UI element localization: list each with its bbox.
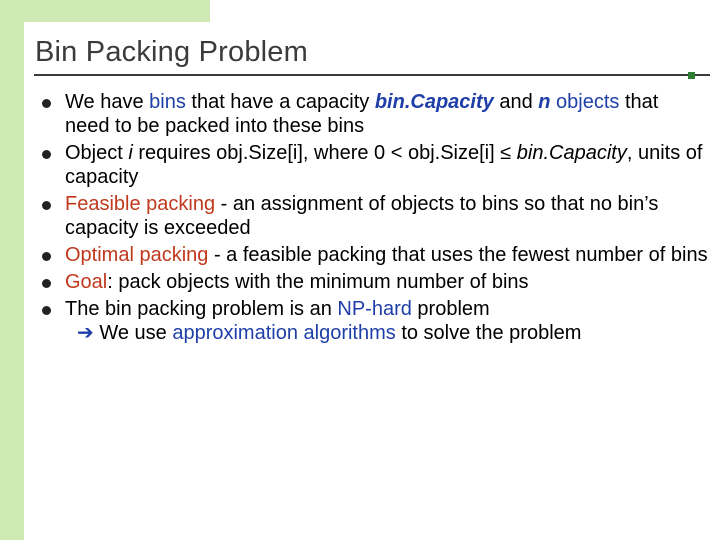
bullet-item-optimal [38, 243, 708, 267]
highlight-bins: bins [149, 91, 186, 113]
text-segment: We have [65, 91, 150, 113]
decorative-left-band [0, 0, 24, 540]
variable-i: i [128, 142, 133, 164]
bullet-dot-icon [42, 252, 51, 261]
bullet-text [65, 193, 658, 239]
bullet-dot-icon [42, 306, 51, 315]
text-segment: - an assignment of objects to bins so that no bin’s capacity is exceeded [65, 193, 659, 239]
term-approximation-algorithms: approximation algorithms [172, 322, 396, 344]
text-segment: to solve the problem [395, 322, 582, 344]
bullet-text [65, 91, 658, 137]
term-np-hard: NP-hard [337, 298, 412, 320]
highlight-objects: objects [556, 91, 620, 113]
title-underline [34, 74, 710, 76]
bullet-item-object-size [38, 141, 708, 189]
text-segment: requires obj.Size[i], where 0 < obj.Size[i] [132, 142, 501, 164]
bullet-text [65, 271, 529, 293]
text-segment: : pack objects with the minimum number of bins [107, 271, 529, 293]
term-optimal-packing: Optimal packing [65, 244, 209, 266]
term-goal: Goal [65, 271, 108, 293]
bullet-text [65, 298, 490, 320]
less-equal-symbol: ≤ [500, 142, 512, 164]
text-segment: - a feasible packing that uses the fewest number of bins [208, 244, 708, 266]
slide-title: Bin Packing Problem [35, 36, 308, 68]
text-segment: The bin packing problem is an [65, 298, 338, 320]
bin-capacity-italic: bin.Capacity [516, 142, 627, 164]
text-segment: that need to be packed into these bins [65, 91, 659, 137]
text-segment: We use [93, 322, 173, 344]
bullet-item-goal [38, 270, 708, 294]
text-segment: and [493, 91, 539, 113]
text-segment: problem [411, 298, 490, 320]
term-feasible-packing: Feasible packing [65, 193, 216, 215]
arrow-right-icon: ➔ [77, 322, 94, 344]
sub-point [65, 321, 708, 345]
text-segment: that have a capacity [185, 91, 375, 113]
highlight-bin-capacity: bin.Capacity [374, 91, 494, 113]
bullet-dot-icon [42, 150, 51, 159]
bullet-text [65, 142, 702, 188]
bullet-item-np-hard [38, 297, 708, 345]
bullet-list [38, 90, 708, 345]
bullet-item-feasible [38, 192, 708, 240]
text-segment: , units of capacity [65, 142, 703, 188]
title-corner-square [688, 72, 695, 79]
bullet-dot-icon [42, 201, 51, 210]
bullet-text [65, 244, 708, 266]
bullet-dot-icon [42, 99, 51, 108]
bullet-dot-icon [42, 279, 51, 288]
highlight-n: n [538, 91, 551, 113]
bullet-item-bins [38, 90, 708, 138]
decorative-top-band [0, 0, 210, 22]
text-segment: Object [65, 142, 129, 164]
